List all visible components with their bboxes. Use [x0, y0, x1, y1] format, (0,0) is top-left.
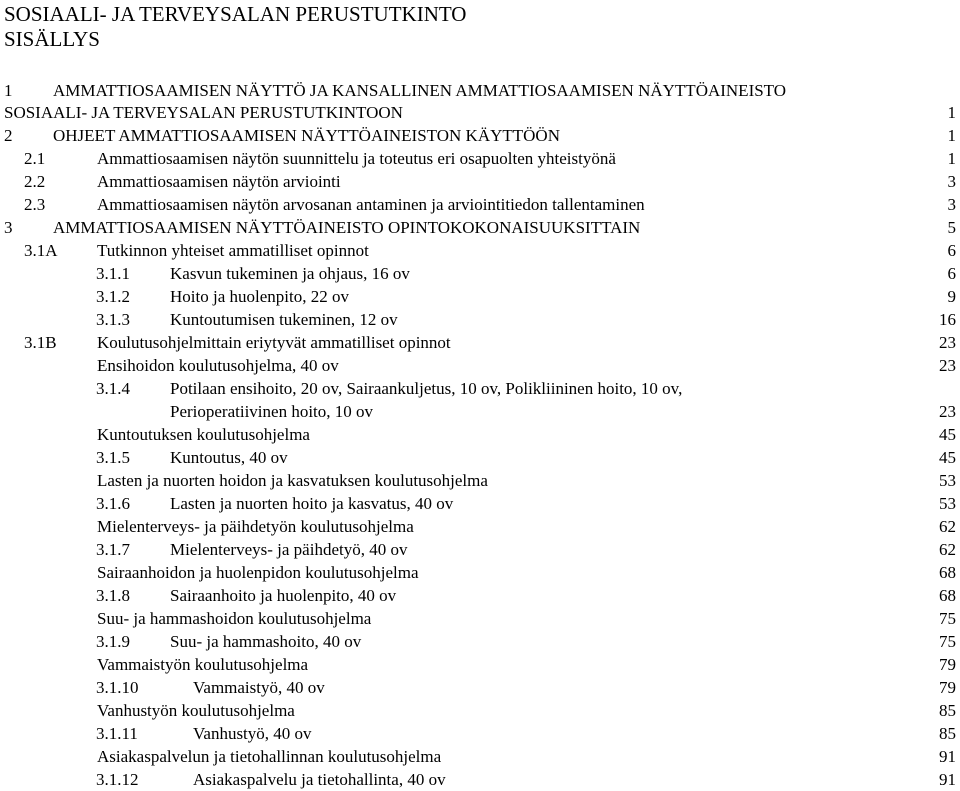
toc-text: AMMATTIOSAAMISEN NÄYTTÖAINEISTO OPINTOKOKONAISUUKSITTAIN	[53, 218, 641, 237]
toc-entry	[0, 171, 960, 193]
toc-number: 1	[4, 81, 13, 100]
toc-page-number: 79	[939, 678, 956, 697]
toc-entry	[0, 194, 960, 216]
toc-entry	[0, 516, 960, 538]
toc-number: 3.1B	[24, 333, 57, 352]
toc-entry	[0, 102, 960, 124]
toc-page-number: 75	[939, 632, 956, 651]
toc-entry	[0, 217, 960, 239]
toc-entry	[0, 470, 960, 492]
toc-number: 2	[4, 126, 13, 145]
toc-entry	[0, 677, 960, 699]
toc-entry	[0, 562, 960, 584]
toc-page-number: 1	[947, 103, 956, 122]
toc-number: 3	[4, 218, 13, 237]
toc-page-number: 5	[947, 218, 956, 237]
toc-page-number: 23	[939, 402, 956, 421]
toc-entry	[0, 746, 960, 768]
toc-number: 2.1	[24, 149, 46, 168]
toc-page-number: 85	[939, 724, 956, 743]
toc-text: Vammaistyö, 40 ov	[193, 678, 325, 697]
toc-number: 3.1A	[24, 241, 58, 260]
toc-entry	[0, 125, 960, 147]
toc-page-number: 6	[947, 264, 956, 283]
toc-page-number: 68	[939, 563, 956, 582]
toc-text: Koulutusohjelmittain eriytyvät ammatilliset opinnot	[97, 333, 451, 352]
toc-entry	[0, 608, 960, 630]
toc-text: Ammattiosaamisen näytön arviointi	[97, 172, 341, 191]
toc-number: 2.2	[24, 172, 46, 191]
toc-entry	[0, 309, 960, 331]
toc-text: Vammaistyön koulutusohjelma	[97, 655, 309, 674]
toc-text: Lasten ja nuorten hoidon ja kasvatuksen koulutusohjelma	[97, 471, 488, 490]
toc-number: 3.1.12	[96, 770, 139, 789]
toc-text: Asiakaspalvelun ja tietohallinnan koulutusohjelma	[97, 747, 442, 766]
toc-entry	[0, 585, 960, 607]
toc-page-number: 79	[939, 655, 956, 674]
toc-entry	[0, 769, 960, 791]
toc-entry	[0, 240, 960, 262]
toc-text: Vanhustyö, 40 ov	[193, 724, 312, 743]
toc-entry	[0, 700, 960, 722]
document-title: SOSIAALI- JA TERVEYSALAN PERUSTUTKINTO	[4, 2, 467, 26]
toc-text: Vanhustyön koulutusohjelma	[97, 701, 295, 720]
toc-text: Suu- ja hammashoidon koulutusohjelma	[97, 609, 372, 628]
toc-page-number: 53	[939, 494, 956, 513]
toc-entry	[0, 355, 960, 377]
toc-page-number: 75	[939, 609, 956, 628]
toc-page-number: 3	[947, 172, 956, 191]
toc-number: 3.1.10	[96, 678, 139, 697]
toc-text: OHJEET AMMATTIOSAAMISEN NÄYTTÖAINEISTON KÄYTTÖÖN	[53, 126, 560, 145]
toc-number: 3.1.1	[96, 264, 130, 283]
toc-text: AMMATTIOSAAMISEN NÄYTTÖ JA KANSALLINEN AMMATTIOSAAMISEN NÄYTTÖAINEISTO	[53, 81, 787, 100]
toc-page-number: 1	[947, 126, 956, 145]
toc-text: Mielenterveys- ja päihdetyön koulutusohjelma	[97, 517, 414, 536]
toc-page-number: 85	[939, 701, 956, 720]
toc-page-number: 45	[939, 425, 956, 444]
toc-text: Mielenterveys- ja päihdetyö, 40 ov	[170, 540, 408, 559]
toc-page-number: 16	[939, 310, 956, 329]
toc-text: Lasten ja nuorten hoito ja kasvatus, 40 ov	[170, 494, 454, 513]
toc-number: 3.1.11	[96, 724, 138, 743]
toc-text: Kuntoutuksen koulutusohjelma	[97, 425, 310, 444]
toc-number: 3.1.9	[96, 632, 130, 651]
toc-page-number: 68	[939, 586, 956, 605]
toc-number: 3.1.7	[96, 540, 130, 559]
toc-text: Ammattiosaamisen näytön suunnittelu ja toteutus eri osapuolten yhteistyönä	[97, 149, 616, 168]
toc-number: 3.1.3	[96, 310, 130, 329]
toc-text: Ammattiosaamisen näytön arvosanan antaminen ja arviointitiedon tallentaminen	[97, 195, 645, 214]
toc-text: Sairaanhoito ja huolenpito, 40 ov	[170, 586, 397, 605]
toc-page-number: 23	[939, 333, 956, 352]
toc-text: Perioperatiivinen hoito, 10 ov	[170, 402, 374, 421]
toc-text: Potilaan ensihoito, 20 ov, Sairaankuljetus, 10 ov, Polikliininen hoito, 10 ov,	[170, 379, 683, 398]
toc-page-number: 45	[939, 448, 956, 467]
toc-number: 3.1.2	[96, 287, 130, 306]
toc-entry	[0, 539, 960, 561]
toc-entry	[0, 631, 960, 653]
toc-number: 2.3	[24, 195, 46, 214]
toc-page-number: 3	[947, 195, 956, 214]
toc-heading: SISÄLLYS	[4, 27, 100, 51]
toc-text: Kasvun tukeminen ja ohjaus, 16 ov	[170, 264, 410, 283]
toc-entry	[0, 378, 960, 400]
toc-page-number: 9	[947, 287, 956, 306]
toc-entry	[0, 401, 960, 423]
toc-entry	[0, 424, 960, 446]
toc-page-number: 23	[939, 356, 956, 375]
toc-page-number: 53	[939, 471, 956, 490]
toc-text: Hoito ja huolenpito, 22 ov	[170, 287, 349, 306]
toc-entry	[0, 286, 960, 308]
toc-page-number: 62	[939, 540, 956, 559]
toc-number: 3.1.4	[96, 379, 130, 398]
toc-text: Tutkinnon yhteiset ammatilliset opinnot	[97, 241, 369, 260]
toc-number: 3.1.8	[96, 586, 130, 605]
toc-page-number: 6	[947, 241, 956, 260]
toc-text: SOSIAALI- JA TERVEYSALAN PERUSTUTKINTOON	[4, 103, 403, 122]
toc-entry	[0, 263, 960, 285]
toc-entry	[0, 654, 960, 676]
toc-number: 3.1.6	[96, 494, 130, 513]
toc-text: Asiakaspalvelu ja tietohallinta, 40 ov	[193, 770, 446, 789]
toc-page-number: 91	[939, 747, 956, 766]
toc-text: Suu- ja hammashoito, 40 ov	[170, 632, 362, 651]
toc-page-number: 1	[947, 149, 956, 168]
toc-entry	[0, 332, 960, 354]
toc-number: 3.1.5	[96, 448, 130, 467]
toc-entry	[0, 723, 960, 745]
toc-page-number: 91	[939, 770, 956, 789]
toc-entry	[0, 80, 960, 102]
toc-text: Kuntoutumisen tukeminen, 12 ov	[170, 310, 398, 329]
toc-text: Kuntoutus, 40 ov	[170, 448, 288, 467]
toc-page-number: 62	[939, 517, 956, 536]
toc-entry	[0, 493, 960, 515]
toc-text: Ensihoidon koulutusohjelma, 40 ov	[97, 356, 339, 375]
toc-text: Sairaanhoidon ja huolenpidon koulutusohjelma	[97, 563, 419, 582]
toc-entry	[0, 148, 960, 170]
toc-entry	[0, 447, 960, 469]
